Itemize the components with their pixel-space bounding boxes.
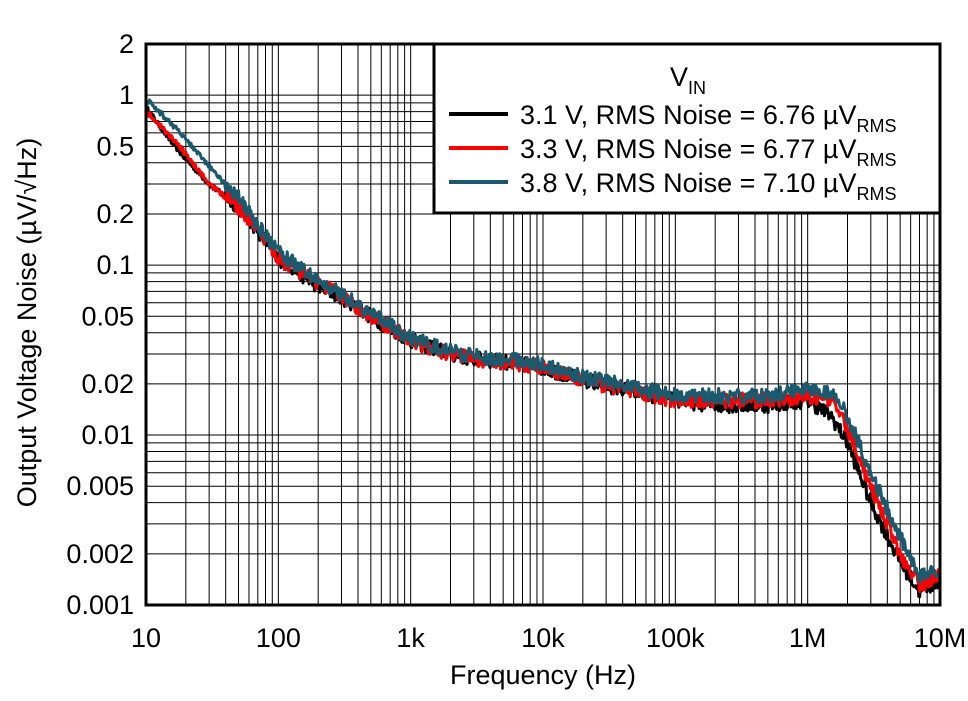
legend-label-main: 3.3 V, RMS Noise = 6.77 µV [520,134,857,164]
y-tick-label: 0.1 [96,250,134,281]
y-tick-label: 1 [118,80,134,111]
legend-label-sub: RMS [856,184,897,204]
legend-label-sub: RMS [856,150,897,170]
x-tick-label: 1M [788,623,827,653]
y-tick-label: 0.005 [66,471,134,502]
y-tick-label: 0.01 [81,420,134,451]
y-tick-label: 0.05 [81,301,134,332]
y-tick-label: 0.5 [96,131,134,162]
x-axis-title: Frequency (Hz) [449,660,637,690]
x-tick-label: 10 [130,623,162,653]
x-tick-label: 100 [255,623,301,653]
legend-title-main: V [669,62,689,92]
legend-label-main: 3.8 V, RMS Noise = 7.10 µV [520,168,857,198]
y-tick-label: 0.2 [96,198,134,229]
y-tick-label: 0.02 [81,368,134,399]
y-tick-label: 0.001 [66,590,134,620]
x-tick-label: 10M [913,623,967,653]
x-tick-label: 10k [521,623,565,653]
legend-title-sub: IN [688,78,707,98]
legend-label-main: 3.1 V, RMS Noise = 6.76 µV [520,100,857,130]
x-tick-label: 1k [396,623,425,653]
legend [434,44,940,213]
legend-label-sub: RMS [856,116,897,136]
y-axis-title: Output Voltage Noise (µV/√Hz) [12,137,42,508]
y-tick-label: 0.002 [66,538,134,569]
y-tick-label: 2 [118,29,134,59]
x-tick-label: 100k [646,623,705,653]
